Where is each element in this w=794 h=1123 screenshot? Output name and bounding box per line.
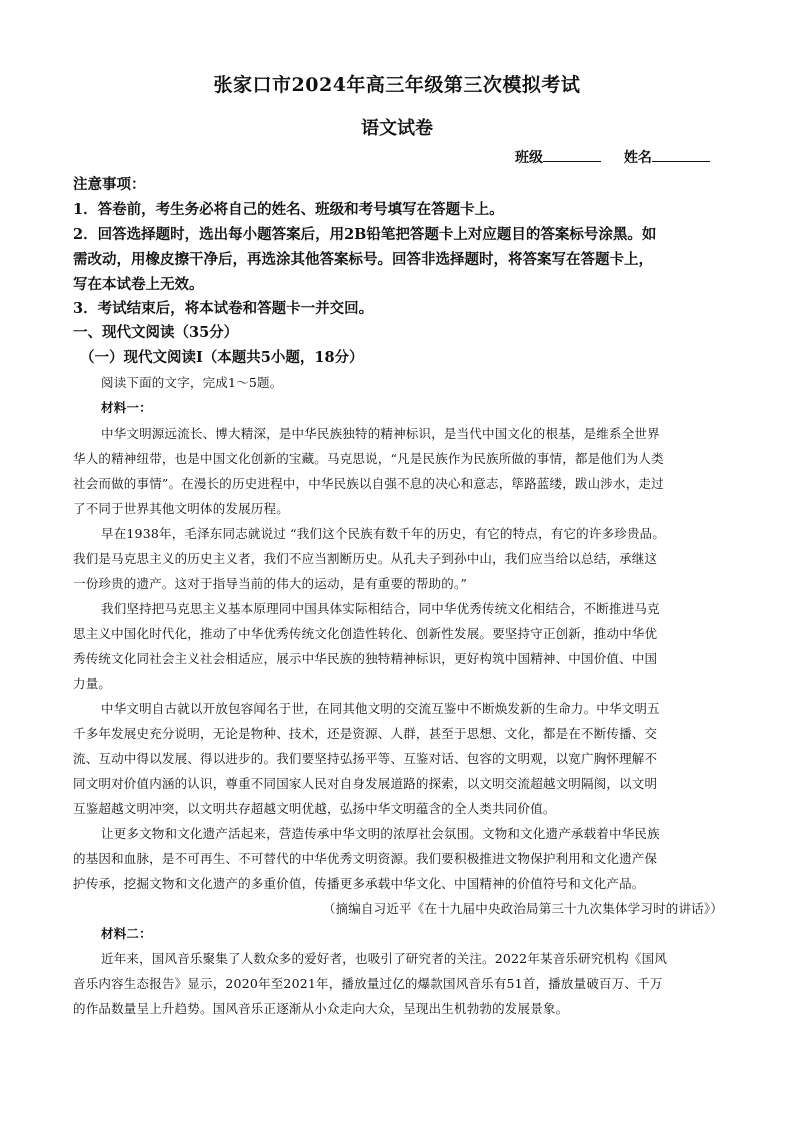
name-blank <box>652 161 710 162</box>
material1-line: 我们是马克思主义的历史主义者，我们不应当割断历史。从孔夫子到孙中山，我们应当给以总结，承继这 <box>73 551 658 566</box>
class-label: 班级 <box>515 150 543 166</box>
material1-line: 早在1938年，毛泽东同志就说过 “我们这个民族有数千年的历史，有它的特点，有它的许多珍贵品。 <box>101 526 666 541</box>
material1-line: 了不同于世界其他文明体的发展历程。 <box>73 501 289 516</box>
material1-line: 一份珍贵的遗产。这对于指导当前的伟大的运动，是有重要的帮助的。” <box>73 576 468 591</box>
material1-label: 材料一： <box>101 400 152 415</box>
material1-line: 我们坚持把马克思主义基本原理同中国具体实际相结合，同中华优秀传统文化相结合，不断推进马克 <box>101 601 660 616</box>
student-info-fields <box>515 147 710 167</box>
name-label: 姓名 <box>623 150 652 166</box>
class-blank <box>543 161 601 162</box>
note-line: 需改动，用橡皮擦干净后，再选涂其他答案标号。回答非选择题时，将答案写在答题卡上， <box>73 251 653 268</box>
note-line: 2．回答选择题时，选出每小题答案后，用2B铅笔把答题卡上对应题目的答案标号涂黑。如 <box>73 226 657 243</box>
material1-line: 流、互动中得以发展、得以进步的。我们要坚持弘扬平等、互鉴对话、包容的文明观，以宽广胸怀理解不 <box>73 751 658 766</box>
material1-source: （摘编自习近平《在十九届中央政治局第三十九次集体学习时的讲话》） <box>322 901 723 916</box>
material1-line: 中华文明自古就以开放包容闻名于世，在同其他文明的交流互鉴中不断焕发新的生命力。中华文明五 <box>101 701 660 716</box>
material1-line: 思主义中国化时代化，推动了中华优秀传统文化创造性转化、创新性发展。要坚持守正创新，推动中华优 <box>73 626 658 641</box>
material1-line: 华人的精神纽带，也是中国文化创新的宝藏。马克思说，“凡是民族作为民族所做的事情，都是他们为人类 <box>73 451 664 466</box>
material1-line: 让更多文物和文化遗产活起来，营造传承中华文明的浓厚社会氛围。文物和文化遗产承载着中华民族 <box>101 826 660 841</box>
exam-title: 张家口市2024年高三年级第三次模拟考试 <box>213 74 581 96</box>
material2-line: 近年来，国风音乐聚集了人数众多的爱好者，也吸引了研究者的关注。2022年某音乐研究机构《国风 <box>101 951 668 966</box>
note-line: 1．答卷前，考生务必将自己的姓名、班级和考号填写在答题卡上。 <box>73 201 504 218</box>
note-line: 写在本试卷上无效。 <box>73 276 204 293</box>
material1-line: 力量。 <box>73 676 112 691</box>
material1-line: 中华文明源远流长、博大精深，是中华民族独特的精神标识，是当代中国文化的根基，是维系全世界 <box>101 426 660 441</box>
material2-line: 音乐内容生态报告》显示，2020年至2021年，播放量过亿的爆款国风音乐有51首，播放量破百万、千万 <box>73 976 663 991</box>
material1-line: 千多年发展史充分说明，无论是物种、技术，还是资源、人群，甚至于思想、文化，都是在不断传播、交 <box>73 726 658 741</box>
exam-subtitle: 语文试卷 <box>361 118 433 139</box>
material2-label: 材料二： <box>101 926 152 941</box>
material1-line: 互鉴超越文明冲突，以文明共存超越文明优越，弘扬中华文明蕴含的全人类共同价值。 <box>73 801 556 816</box>
subsection-heading: （一）现代文阅读Ⅰ（本题共5小题，18分） <box>80 349 364 366</box>
notes-heading: 注意事项： <box>73 176 146 193</box>
material1-line: 的基因和血脉，是不可再生、不可替代的中华优秀文明资源。我们要积极推进文物保护利用和文化遗产保 <box>73 851 658 866</box>
section-heading: 一、现代文阅读（35分） <box>73 324 239 341</box>
reading-instruction: 阅读下面的文字，完成1～5题。 <box>101 375 283 390</box>
material1-line: 秀传统文化同社会主义社会相适应，展示中华民族的独特精神标识，更好构筑中国精神、中国价值、中国 <box>73 651 658 666</box>
material1-line: 社会而做的事情”。在漫长的历史进程中，中华民族以自强不息的决心和意志，筚路蓝缕，跋山涉水，走过 <box>73 476 664 491</box>
note-line: 3．考试结束后，将本试卷和答题卡一并交回。 <box>73 300 374 317</box>
material1-line: 护传承，挖掘文物和文化遗产的多重价值，传播更多承载中华文化、中国精神的价值符号和文化产品。 <box>73 876 645 891</box>
material1-line: 同文明对价值内涵的认识，尊重不同国家人民对自身发展道路的探索，以文明交流超越文明隔阂，以文明 <box>73 776 658 791</box>
material2-line: 的作品数量呈上升趋势。国风音乐正逐渐从小众走向大众，呈现出生机勃勃的发展景象。 <box>73 1001 569 1016</box>
